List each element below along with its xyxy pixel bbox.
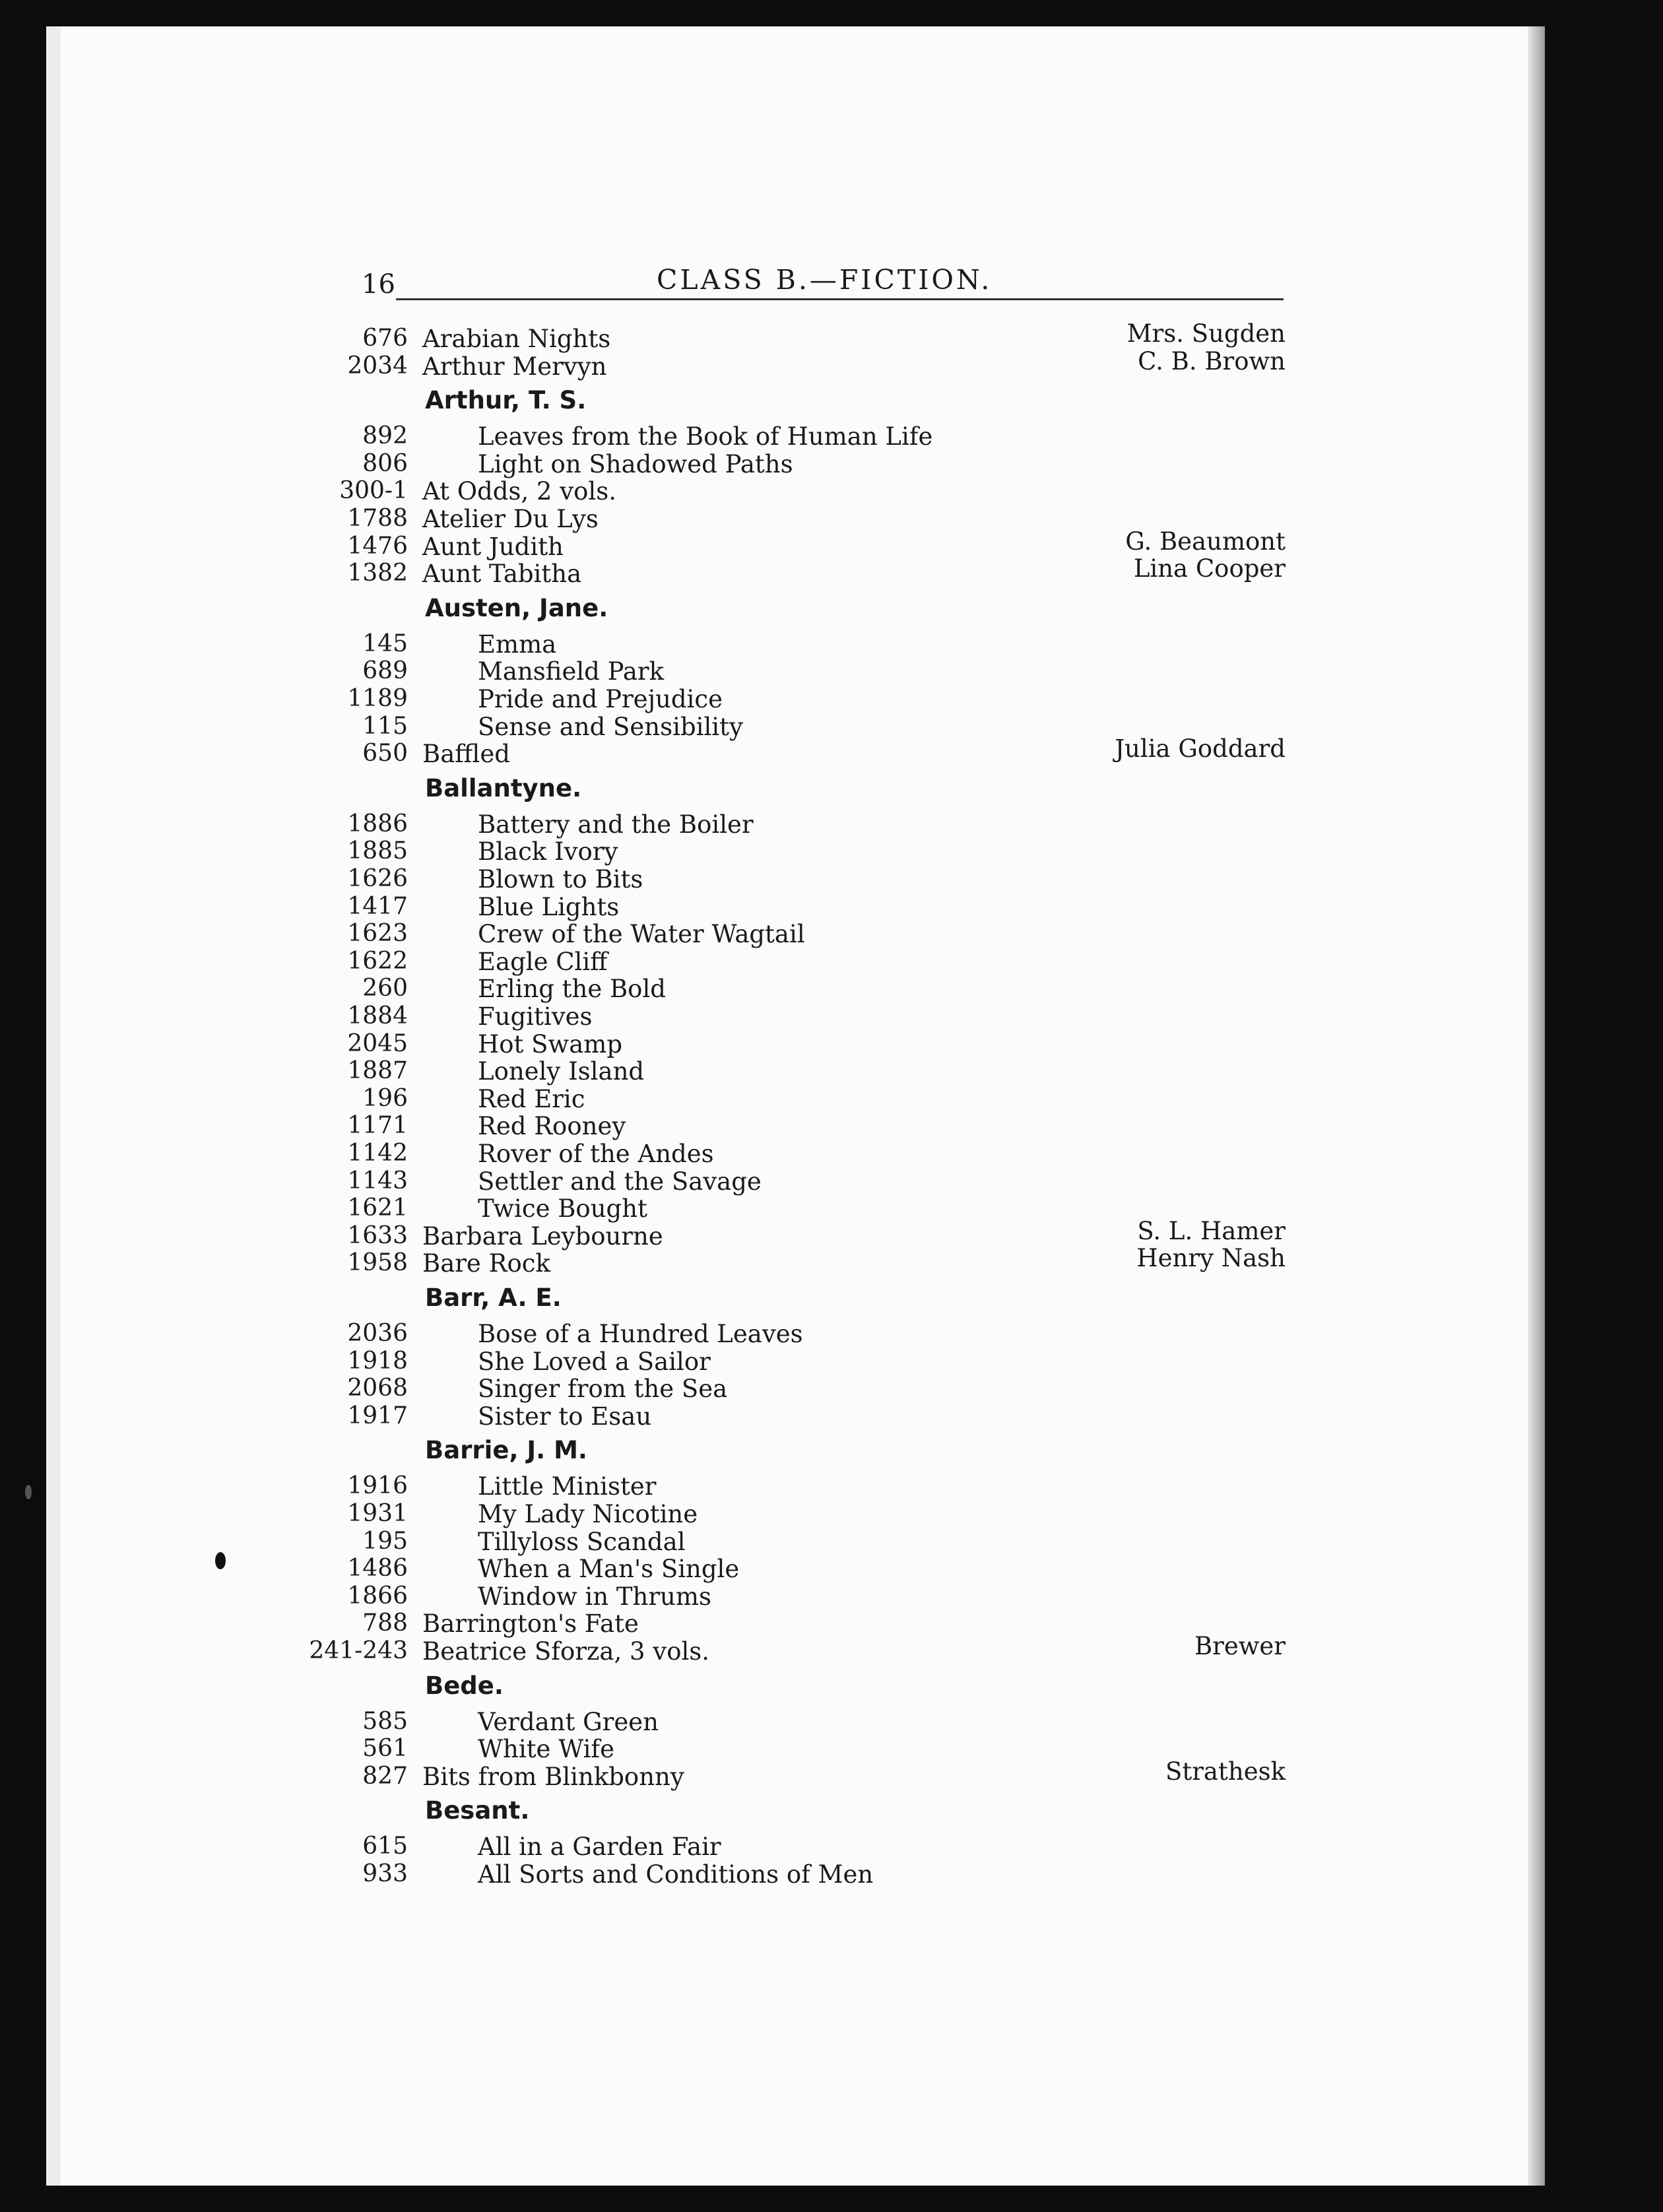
author-heading: Besant.: [425, 1796, 530, 1825]
catalog-entry: [0, 450, 1452, 478]
author-heading: Barr, A. E.: [425, 1284, 562, 1312]
catalog-entry: [0, 975, 1452, 1002]
catalog-entry: [0, 837, 1452, 865]
entry-number: 1886: [347, 810, 408, 837]
entry-author: Lina Cooper: [1133, 554, 1286, 583]
entry-number: 2036: [347, 1320, 408, 1347]
entry-number: 260: [362, 975, 408, 1002]
header-rule: [396, 298, 1284, 300]
page-number: 16: [362, 269, 395, 300]
entry-number: 585: [362, 1707, 408, 1735]
entry-title: Tillyloss Scandal: [478, 1527, 686, 1556]
entry-title: Arthur Mervyn: [422, 352, 607, 381]
entry-number: 1142: [347, 1140, 408, 1167]
catalog-entry: [0, 1085, 1452, 1113]
entry-number: 1788: [347, 505, 408, 532]
author-heading: Barrie, J. M.: [425, 1436, 587, 1465]
entry-title: When a Man's Single: [478, 1555, 740, 1584]
entry-title: Erling the Bold: [478, 975, 666, 1004]
entry-number: 1623: [347, 920, 408, 948]
entry-title: All in a Garden Fair: [478, 1833, 721, 1862]
entry-author: Mrs. Sugden: [1126, 319, 1286, 348]
entry-number: 1633: [347, 1221, 408, 1249]
entry-number: 196: [362, 1084, 408, 1112]
catalog-entry: [0, 734, 1452, 769]
entry-number: 1884: [347, 1002, 408, 1029]
entry-number: 1885: [347, 837, 408, 865]
entry-title: Mansfield Park: [478, 657, 665, 686]
entry-title: Black Ivory: [478, 837, 618, 866]
scan-border-top: [0, 0, 1663, 26]
entry-number: 676: [362, 325, 408, 352]
author-heading: Austen, Jane.: [425, 593, 608, 622]
entry-title: Red Eric: [478, 1084, 585, 1113]
catalog-entry: [0, 1708, 1452, 1736]
entry-number: 1887: [347, 1057, 408, 1085]
entry-title: Lonely Island: [478, 1057, 645, 1086]
entry-title: Emma: [478, 630, 557, 659]
entry-number: 1918: [347, 1347, 408, 1375]
entry-title: Singer from the Sea: [478, 1375, 728, 1404]
author-heading: Ballantyne.: [425, 773, 582, 802]
author-heading: Arthur, T. S.: [425, 386, 587, 415]
entry-number: 788: [362, 1610, 408, 1637]
page-gutter-shadow: [1528, 26, 1545, 2186]
catalog-entry: [0, 1632, 1452, 1666]
entry-number: 195: [362, 1527, 408, 1555]
entry-number: 1626: [347, 865, 408, 892]
entry-number: 892: [362, 422, 408, 450]
entry-title: Blown to Bits: [478, 865, 643, 894]
catalog-entry: [0, 893, 1452, 921]
entry-title: At Odds, 2 vols.: [422, 477, 616, 506]
entry-title: Barrington's Fate: [422, 1610, 639, 1639]
catalog-entry: [0, 1402, 1452, 1430]
entry-author: Henry Nash: [1136, 1244, 1286, 1273]
entry-title: Pride and Prejudice: [478, 685, 723, 713]
entry-title: Sense and Sensibility: [478, 712, 743, 741]
ink-speck: [215, 1552, 226, 1569]
entry-title: Bits from Blinkbonny: [422, 1762, 684, 1791]
entry-title: Crew of the Water Wagtail: [478, 920, 805, 949]
entry-number: 1622: [347, 947, 408, 975]
catalog-entry: [0, 1112, 1452, 1140]
entry-title: Beatrice Sforza, 3 vols.: [422, 1637, 710, 1666]
catalog-entry: [0, 1348, 1452, 1375]
catalog-entry: [0, 1582, 1452, 1610]
entry-number: 806: [362, 449, 408, 477]
catalog-entry: [0, 865, 1452, 893]
entry-title: Aunt Judith: [422, 532, 564, 561]
catalog-entry: [0, 1320, 1452, 1348]
entry-title: Rover of the Andes: [478, 1140, 714, 1168]
entry-title: Light on Shadowed Paths: [478, 449, 793, 478]
entry-title: Hot Swamp: [478, 1029, 623, 1058]
entry-title: She Loved a Sailor: [478, 1347, 711, 1376]
entry-title: White Wife: [478, 1735, 615, 1764]
entry-number: 300-1: [339, 477, 408, 505]
entry-number: 1143: [347, 1167, 408, 1194]
entry-author: C. B. Brown: [1138, 346, 1286, 375]
entry-title: All Sorts and Conditions of Men: [478, 1860, 874, 1889]
entry-number: 827: [362, 1762, 408, 1790]
entry-number: 1621: [347, 1194, 408, 1222]
entry-author: Julia Goddard: [1115, 734, 1286, 764]
entry-title: Sister to Esau: [478, 1402, 652, 1431]
entry-title: Leaves from the Book of Human Life: [478, 422, 933, 451]
entry-number: 145: [362, 630, 408, 657]
entry-title: Atelier Du Lys: [422, 505, 599, 533]
entry-number: 1958: [347, 1249, 408, 1277]
entry-title: Barbara Leybourne: [422, 1221, 663, 1251]
catalog-entry: [0, 1833, 1452, 1860]
entry-author: Brewer: [1194, 1632, 1286, 1660]
entry-author: S. L. Hamer: [1137, 1216, 1286, 1245]
catalog-entry: [0, 920, 1452, 948]
entry-title: Blue Lights: [478, 892, 620, 921]
entry-title: My Lady Nicotine: [478, 1500, 698, 1528]
entry-title: Baffled: [422, 740, 510, 769]
catalog-entry: [0, 1140, 1452, 1167]
catalog-entry: [0, 477, 1452, 505]
entry-number: 933: [362, 1860, 408, 1887]
catalog-entry: [0, 630, 1452, 658]
catalog-entry: [0, 422, 1452, 450]
catalog-entry: [0, 554, 1452, 589]
entry-number: 1171: [347, 1112, 408, 1140]
entry-number: 1931: [347, 1500, 408, 1527]
entry-title: Fugitives: [478, 1002, 593, 1031]
catalog-entry: [0, 346, 1452, 381]
entry-number: 1476: [347, 532, 408, 560]
entry-number: 561: [362, 1735, 408, 1763]
catalog-entry: [0, 1528, 1452, 1555]
catalog-entry: [0, 1244, 1452, 1278]
entry-title: Little Minister: [478, 1472, 657, 1501]
running-head: CLASS B.—FICTION.: [657, 264, 993, 296]
entry-number: 615: [362, 1833, 408, 1860]
entry-number: 1917: [347, 1402, 408, 1429]
catalog-entry: [0, 1500, 1452, 1528]
catalog-entry: [0, 1167, 1452, 1195]
entry-title: Red Rooney: [478, 1112, 626, 1141]
entry-title: Settler and the Savage: [478, 1167, 762, 1196]
entry-title: Bose of a Hundred Leaves: [478, 1320, 803, 1348]
catalog-entry: [0, 1002, 1452, 1030]
entry-number: 2034: [347, 352, 408, 379]
entry-number: 1916: [347, 1472, 408, 1500]
scan-border-right: [1544, 0, 1663, 2212]
entry-title: Twice Bought: [478, 1194, 647, 1223]
entry-title: Bare Rock: [422, 1249, 550, 1278]
entry-author: G. Beaumont: [1125, 527, 1286, 556]
entry-title: Aunt Tabitha: [422, 560, 582, 589]
entry-title: Verdant Green: [478, 1707, 659, 1736]
entry-number: 689: [362, 657, 408, 685]
catalog-entry: [0, 1472, 1452, 1500]
entry-number: 1382: [347, 560, 408, 587]
author-heading: Bede.: [425, 1671, 504, 1700]
entry-title: Arabian Nights: [422, 325, 611, 353]
entry-number: 1866: [347, 1582, 408, 1610]
entry-number: 241-243: [309, 1637, 408, 1664]
ink-speck: [25, 1485, 32, 1499]
entry-author: Strathesk: [1165, 1757, 1286, 1786]
entry-number: 650: [362, 740, 408, 767]
catalog-entry: [0, 1860, 1452, 1888]
entry-number: 2045: [347, 1029, 408, 1057]
catalog-entry: [0, 657, 1452, 685]
entry-number: 1189: [347, 685, 408, 712]
catalog-entry: [0, 948, 1452, 975]
entry-number: 115: [362, 712, 408, 740]
catalog-entry: [0, 685, 1452, 713]
entry-number: 2068: [347, 1375, 408, 1402]
entry-number: 1486: [347, 1555, 408, 1582]
catalog-entry: [0, 1030, 1452, 1058]
catalog-entry: [0, 810, 1452, 838]
catalog-entry: [0, 1375, 1452, 1402]
entry-title: Eagle Cliff: [478, 947, 608, 976]
catalog-entry: [0, 1757, 1452, 1791]
entry-number: 1417: [347, 892, 408, 920]
catalog-entry: [0, 1057, 1452, 1085]
entry-title: Window in Thrums: [478, 1582, 711, 1611]
entry-title: Battery and the Boiler: [478, 810, 754, 839]
scan-border-bottom: [0, 2186, 1663, 2212]
